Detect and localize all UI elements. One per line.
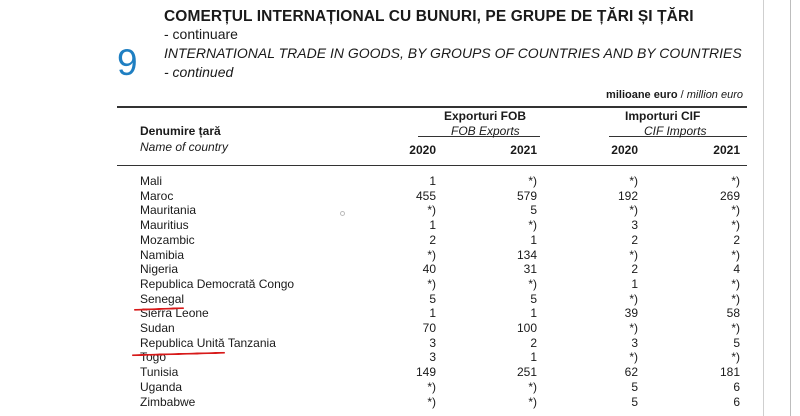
- table-row: [0, 233, 800, 248]
- exports-2021-cell: 1: [530, 306, 537, 321]
- table-row: [0, 321, 800, 336]
- exports-2020-cell: 70: [422, 321, 436, 335]
- title-english: INTERNATIONAL TRADE IN GOODS, BY GROUPS OF COUNTRIES AND BY COUNTRIES: [164, 45, 742, 61]
- country-name-cell: Togo: [140, 350, 167, 365]
- exports-2020-cell: 149: [415, 365, 436, 380]
- exports-2021-cell: 5: [530, 203, 537, 218]
- header-bottom-rule: [117, 165, 747, 166]
- imports-2021-cell: 4: [733, 262, 740, 277]
- table-row: [0, 189, 800, 204]
- header-year-exports-2021: 2021: [510, 143, 537, 157]
- imports-2020-cell: 2: [631, 262, 638, 277]
- exports-2021-cell: 5: [530, 291, 537, 306]
- imports-2021-cell: 181: [719, 365, 740, 380]
- imports-2021-cell: *): [731, 291, 740, 306]
- country-name-cell: Mozambic: [140, 232, 195, 247]
- exports-2021-cell: 1: [530, 232, 537, 247]
- imports-2020-cell: 3: [631, 335, 638, 350]
- table-row: [0, 336, 800, 351]
- imports-2021-cell: 2: [733, 232, 740, 247]
- table-row: [0, 174, 800, 189]
- imports-2021-cell: *): [731, 350, 740, 365]
- imports-2021-cell: *): [731, 174, 740, 188]
- imports-2020-cell: 192: [617, 188, 638, 203]
- exports-2021-cell: *): [528, 379, 537, 394]
- country-name-cell: Maroc: [140, 188, 174, 203]
- exports-2021-cell: 579: [516, 188, 537, 203]
- country-name-cell: Mauritania: [140, 203, 197, 218]
- imports-2021-cell: *): [731, 321, 740, 335]
- units-en: million euro: [686, 89, 743, 101]
- imports-2021-cell: 269: [719, 188, 740, 203]
- country-name-cell: Nigeria: [140, 262, 179, 277]
- imports-2020-cell: *): [629, 291, 638, 306]
- exports-2020-cell: 455: [415, 188, 436, 203]
- table-row: [0, 365, 800, 380]
- units-ro: milioane euro: [606, 89, 678, 101]
- exports-2020-cell: *): [427, 276, 436, 291]
- table-row: [0, 248, 800, 263]
- header-year-exports-2020: 2020: [409, 143, 436, 157]
- country-name-cell: Republica Unită Tanzania: [140, 335, 276, 350]
- header-country-ro: Denumire țară: [140, 124, 221, 138]
- chapter-number: 9: [117, 42, 138, 83]
- imports-2020-cell: 5: [631, 394, 638, 409]
- country-name-cell: Republica Democrată Congo: [140, 276, 295, 291]
- header-year-imports-2020: 2020: [611, 143, 638, 157]
- exports-2020-cell: 1: [429, 306, 436, 321]
- subtitle-romanian: - continuare: [164, 26, 238, 42]
- title-romanian: COMERȚUL INTERNAȚIONAL CU BUNURI, PE GRUPE DE ȚĂRI ȘI ȚĂRI: [164, 8, 694, 25]
- exports-2021-cell: *): [528, 174, 537, 188]
- imports-2020-cell: *): [629, 321, 638, 335]
- table-row: [0, 380, 800, 395]
- imports-2021-cell: *): [731, 276, 740, 291]
- country-name-cell: Sierra Leone: [140, 306, 209, 321]
- exports-2020-cell: 1: [429, 174, 436, 188]
- units-separator: /: [677, 89, 687, 101]
- imports-2021-cell: *): [731, 218, 740, 233]
- header-exports-en: FOB Exports: [451, 124, 520, 138]
- country-name-cell: Senegal: [140, 291, 185, 306]
- country-name-cell: Zimbabwe: [140, 394, 196, 409]
- exports-2021-cell: 31: [523, 262, 537, 277]
- imports-2020-cell: 5: [631, 379, 638, 394]
- imports-2020-cell: 62: [624, 365, 638, 380]
- imports-2020-cell: *): [629, 174, 638, 188]
- header-exports-ro: Exporturi FOB: [444, 109, 527, 123]
- exports-2020-cell: *): [427, 379, 436, 394]
- country-name-cell: Tunisia: [140, 365, 179, 380]
- exports-2020-cell: *): [427, 203, 436, 218]
- subtitle-english: - continued: [164, 64, 234, 80]
- exports-2020-cell: 3: [429, 335, 436, 350]
- table-row: [0, 395, 800, 410]
- country-name-cell: Sudan: [140, 321, 175, 335]
- table-row: [0, 262, 800, 277]
- exports-2021-cell: *): [528, 394, 537, 409]
- imports-2020-cell: 39: [624, 306, 638, 321]
- country-name-cell: Namibia: [140, 247, 185, 262]
- exports-2020-cell: *): [427, 394, 436, 409]
- exports-2021-cell: 251: [516, 365, 537, 380]
- exports-2021-cell: 1: [530, 350, 537, 365]
- exports-2021-cell: 134: [516, 247, 537, 262]
- header-imports-en: CIF Imports: [644, 124, 707, 138]
- table-top-rule: [117, 106, 747, 108]
- imports-2021-cell: 5: [733, 335, 740, 350]
- imports-2020-cell: 3: [631, 218, 638, 233]
- table-row: [0, 292, 800, 307]
- exports-2020-cell: *): [427, 247, 436, 262]
- imports-2021-cell: 6: [733, 379, 740, 394]
- exports-2021-cell: *): [528, 276, 537, 291]
- imports-2020-cell: 1: [631, 276, 638, 291]
- imports-2021-cell: *): [731, 247, 740, 262]
- table-row: [0, 350, 800, 365]
- units-note: [606, 89, 743, 101]
- imports-2020-cell: 2: [631, 232, 638, 247]
- table-row: [0, 203, 800, 218]
- imports-2021-cell: 58: [726, 306, 740, 321]
- imports-2021-cell: 6: [733, 394, 740, 409]
- country-name-cell: Uganda: [140, 379, 183, 394]
- imports-2020-cell: *): [629, 350, 638, 365]
- exports-2020-cell: 3: [429, 350, 436, 365]
- exports-2021-cell: 2: [530, 335, 537, 350]
- table-row: [0, 277, 800, 292]
- exports-2021-cell: *): [528, 218, 537, 233]
- exports-2020-cell: 40: [422, 262, 436, 277]
- imports-2021-cell: *): [731, 203, 740, 218]
- header-year-imports-2021: 2021: [713, 143, 740, 157]
- header-imports-ro: Importuri CIF: [625, 109, 701, 123]
- imports-2020-cell: *): [629, 203, 638, 218]
- exports-2021-cell: 100: [516, 321, 537, 335]
- header-country-en: Name of country: [140, 140, 229, 154]
- country-name-cell: Mali: [140, 174, 163, 188]
- stray-mark: [340, 211, 345, 216]
- country-name-cell: Mauritius: [140, 218, 189, 233]
- exports-2020-cell: 1: [429, 218, 436, 233]
- exports-2020-cell: 2: [429, 232, 436, 247]
- imports-2020-cell: *): [629, 247, 638, 262]
- exports-2020-cell: 5: [429, 291, 436, 306]
- table-row: [0, 306, 800, 321]
- table-row: [0, 218, 800, 233]
